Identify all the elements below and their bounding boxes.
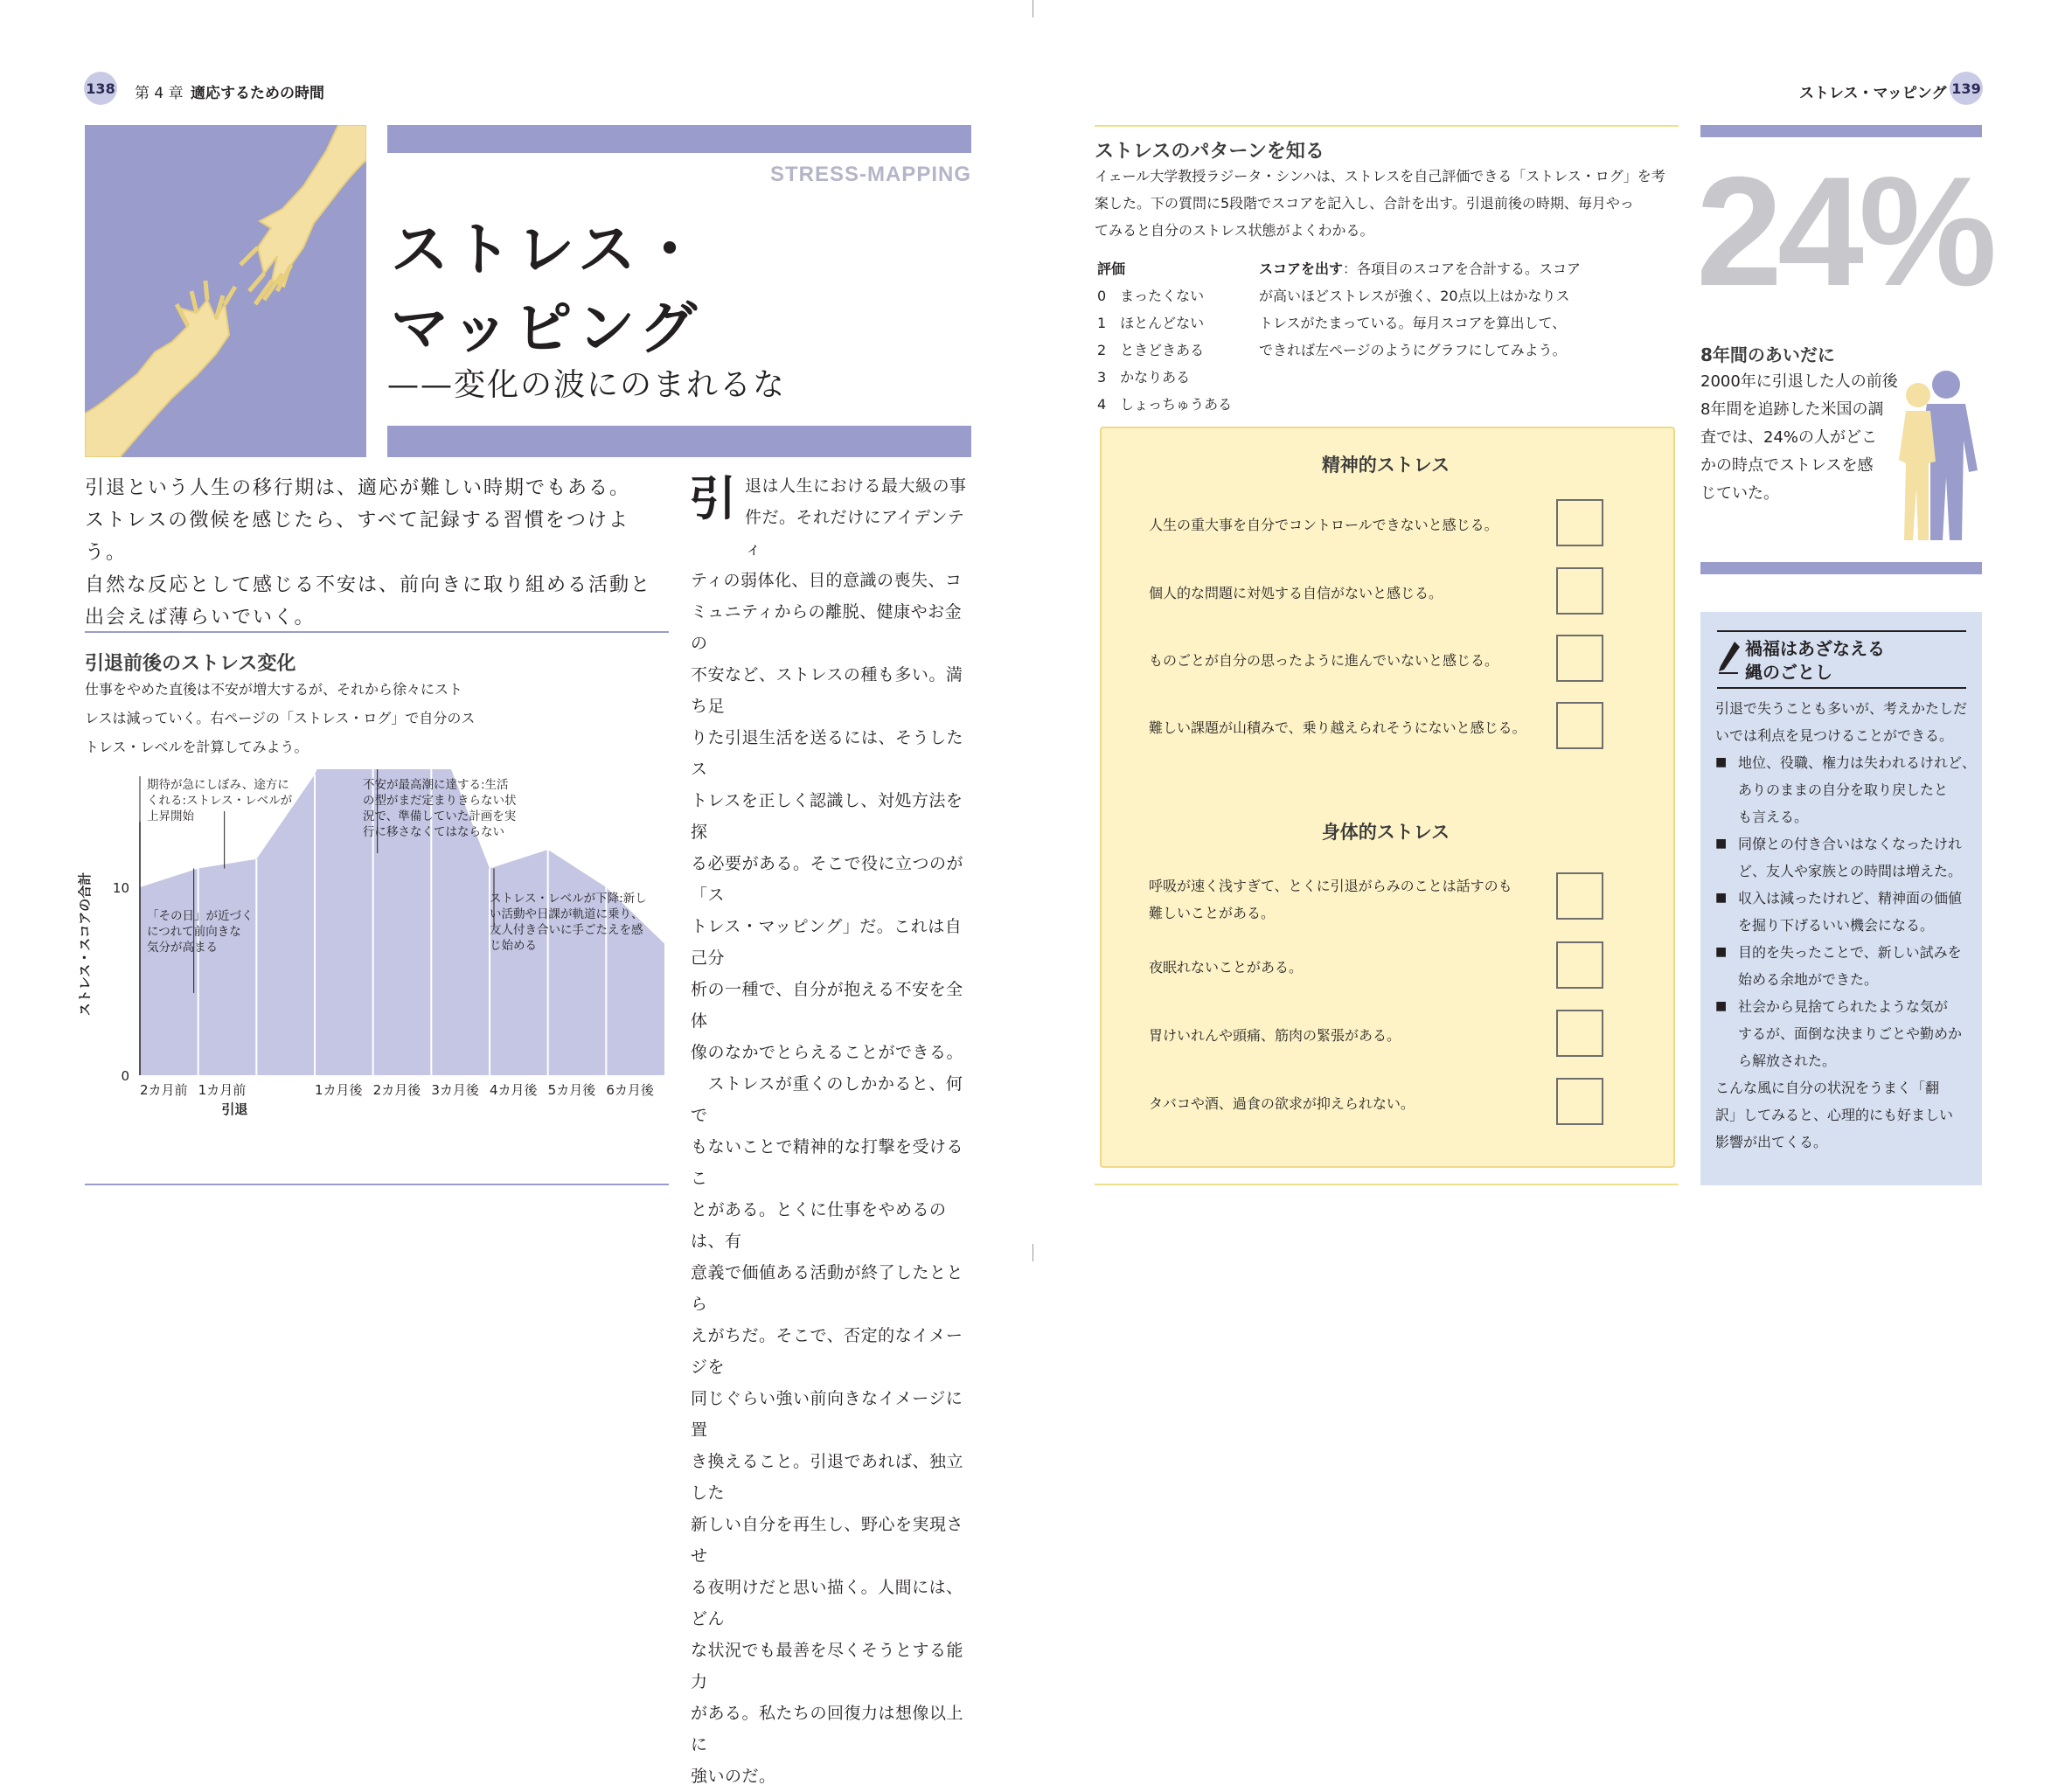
article-line: 意義で価値ある活動が終了したととら [691,1263,964,1314]
tip-title-line: 縄のごとし [1745,662,1832,683]
chart-annotation: 況で、準備していた計画を実 [363,809,517,823]
tip-bullet-line [1715,776,1978,803]
chart-top-rule [85,631,669,633]
bullet-mark: ■ [1715,837,1728,851]
chart-heading: 引退前後のストレス変化 [85,653,296,675]
y-tick-label: 10 [112,880,129,896]
x-tick-label: 6カ月後 [606,1082,654,1098]
question-text: 人生の重大事を自分でコントロールできないと感じる。 [1149,517,1498,533]
article-line: がある。私たちの回復力は想像以上に [691,1704,964,1754]
tip-bullet-line [1715,858,1978,885]
article-line: る夜明けだと思い描く。人間には、どん [691,1578,963,1629]
article-line: トレスを正しく認識し、対処方法を探 [691,791,963,842]
tip-bullet-text: 収入は減ったけれど、精神面の価値 [1738,890,1963,906]
x-tick-label: 5カ月後 [547,1082,596,1098]
chart-annotation: 「その日」が近づく [147,909,254,923]
tip-outro-line: 訳」してみると、心理的にも好ましい [1715,1107,1954,1123]
drop-cap: 引 [689,470,736,526]
question-text: 夜眠れないことがある。 [1149,959,1304,976]
stat-bottom-band [1700,562,1982,574]
chart-desc-line: レスは減っていく。右ページの「ストレス・ログ」で自分のス [85,710,476,726]
x-tick-label: 1カ月前 [198,1082,247,1098]
stat-line: かの時点でストレスを感 [1700,456,1874,475]
rating-item: 4 しょっちゅうある [1097,396,1233,413]
article-line: 新しい自分を再生し、野心を実現させ [691,1515,964,1566]
score-line: が高いほどストレスが強く、20点以上はかなりス [1259,288,1570,304]
score-instructions [1259,255,1591,364]
tip-bullet-text: 目的を失ったことで、新しい試みを [1738,944,1962,961]
score-checkbox[interactable] [1556,1010,1603,1057]
article-line: トレス・マッピング」だ。これは自己分 [691,917,963,968]
pattern-heading: ストレスのパターンを知る [1095,141,1325,163]
article-line: 不安など、ストレスの種も多い。満ち足 [691,665,963,716]
pen-icon [1715,640,1742,678]
question-line: 呼吸が速く浅すぎて、とくに引退がらみのことは話すのも [1149,878,1512,894]
title-band-bottom [387,426,971,457]
page-title-line2: マッピング [391,294,703,362]
pattern-bottom-rule [1095,1184,1679,1185]
article-line: 析の一種で、自分が抱える不安を全体 [691,980,963,1031]
tip-bullet-line [1715,993,1978,1020]
page-number-left: 138 [84,72,117,105]
tip-title-bottom-rule [1717,687,1966,689]
chart-description [85,675,475,761]
chart-annotation: 行に移さなくてはならない [363,825,504,839]
article-line: とがある。とくに仕事をやめるのは、有 [691,1200,947,1251]
stat-heading: 8年間のあいだに [1700,344,1835,365]
retire-label: 引退 [221,1101,248,1117]
y-tick-label: 0 [121,1068,129,1084]
stat-top-band [1700,125,1982,137]
tip-bullet-text: ど、友人や家族との時間は増えた。 [1738,863,1963,879]
chart-annotation: じ始める [490,939,537,953]
lead-line: 出会えば薄らいでいく。 [85,607,316,629]
tip-bullet-line [1715,803,1978,830]
score-checkbox[interactable] [1556,567,1603,615]
bullet-mark: ■ [1715,999,1728,1013]
score-checkbox[interactable] [1556,1078,1603,1125]
tip-title-top-rule [1717,630,1966,632]
bullet-mark: ■ [1715,891,1728,905]
chart-annotation: 友人付き合いに手ごたえを感 [490,923,643,937]
chart-annotation: につれて前向きな [147,925,241,939]
stat-line: 査では、24%の人がどこ [1700,428,1878,447]
rating-item: 0 まったくない [1097,288,1205,304]
article-line: もないことで精神的な打撃を受けるこ [691,1137,964,1188]
tip-title-line: 禍福はあざなえる [1745,638,1885,659]
chart-annotation: 上昇開始 [147,809,194,823]
stat-line: じていた。 [1700,484,1779,503]
score-checkbox[interactable] [1556,872,1603,920]
bullet-mark: ■ [1715,945,1728,959]
article-line: 像のなかでとらえることができる。 [691,1043,964,1062]
stress-mapping-tag: STRESS-MAPPING [769,163,971,186]
chapter-label: 第 4 章 [135,85,184,102]
rating-item: 1 ほとんどない [1097,315,1205,331]
page-title-line1: ストレス・ [391,215,705,283]
question-text: 個人的な問題に対処する自信がないと感じる。 [1149,585,1443,601]
intro-line: イェール大学教授ラジータ・シンハは、ストレスを自己評価できる「ストレス・ログ」を考 [1095,168,1665,184]
tip-bullet-text: ら解放された。 [1738,1052,1837,1069]
page-subtitle: ——変化の波にのまれるな [387,367,787,403]
rating-heading: 評価 [1097,260,1126,277]
lead-paragraph [85,472,662,634]
tip-intro-line: 引退で失うことも多いが、考えかたしだ [1715,700,1968,717]
article-line: ストレスが重くのしかかると、何で [691,1074,963,1125]
tip-outro-line: こんな風に自分の状況をうまく「翻 [1715,1080,1940,1096]
tip-bullet-line [1715,885,1978,912]
question-text: 難しい課題が山積みで、乗り越えられそうにないと感じる。 [1149,719,1526,736]
article-line: えがちだ。そこで、否定的なイメージを [691,1326,963,1377]
score-line: トレスがたまっている。毎月スコアを算出して、 [1259,315,1567,331]
intro-line: 案した。下の質問に5段階でスコアを記入し、合計を出す。引退前後の時期、毎月やっ [1095,195,1634,212]
tip-bullet-line [1715,749,1978,776]
y-axis-label: ストレス・スコアの合計 [77,872,93,1017]
score-checkbox[interactable] [1556,635,1603,682]
x-tick-label: 3カ月後 [431,1082,479,1098]
article-line: 件だ。それだけにアイデンティ [745,508,965,559]
intro-line: てみると自分のストレス状態がよくわかる。 [1095,222,1374,239]
tip-bullet-text: も言える。 [1738,809,1809,825]
tip-bullet-line [1715,1020,1978,1047]
title-band-top [387,125,971,153]
tip-bullet-text: 社会から見捨てられたような気が [1738,998,1949,1015]
tip-title [1745,637,1885,684]
question-text: ものごとが自分の思ったように進んでいないと感じる。 [1149,652,1499,669]
article-line: な状況でも最善を尽くそうとする能力 [691,1641,964,1691]
tip-bullet-text: 同僚との付き合いはなくなったけれ [1738,836,1963,852]
article-line: 退は人生における最大級の事 [745,476,967,496]
running-title: ストレス・マッピング [1799,85,1947,102]
stress-area-chart [70,769,682,1136]
chart-annotation: い活動や日課が軌道に乗り、 [490,907,643,921]
x-tick-label: 2カ月後 [372,1082,421,1098]
question-text: 胃けいれんや頭痛、筋肉の緊張がある。 [1149,1027,1401,1044]
chapter-title: 適応するための時間 [191,85,324,102]
article-line: 強いのだ。 [691,1767,776,1786]
rating-scale [1097,255,1232,418]
rating-item: 3 かなりある [1097,369,1191,385]
x-tick-label: 1カ月後 [315,1082,363,1098]
tip-bullet-text: 地位、役職、権力は失われるけれど、 [1738,754,1977,771]
chart-annotation: 不安が最高潮に達する:生活 [363,778,509,792]
tip-bullet-text: を掘り下げるいい機会になる。 [1738,917,1935,934]
stat-line: 8年間を追跡した米国の調 [1700,400,1884,419]
chart-desc-line: トレス・レベルを計算してみよう。 [85,739,309,755]
article-line: る必要がある。そこで役に立つのが「ス [691,854,964,905]
chart-annotation: 期待が急にしぼみ、途方に [147,778,289,792]
article-line: 同じぐらい強い前向きなイメージに置 [691,1389,963,1440]
tip-intro-line: いでは利点を見つけることができる。 [1715,727,1954,744]
physical-stress-heading: 身体的ストレス [1321,822,1450,843]
tip-content [1715,695,1978,1156]
question-line: 難しいことがある。 [1149,905,1276,921]
x-tick-label: 4カ月後 [490,1082,538,1098]
mental-stress-heading: 精神的ストレス [1321,455,1450,476]
score-checkbox[interactable] [1556,941,1603,989]
article-line: ミュニティからの離脱、健康やお金の [691,602,963,653]
pattern-intro [1095,163,1689,244]
tip-bullet-text: するが、面倒な決まりごとや勤めか [1738,1025,1963,1042]
lead-line: 引退という人生の移行期は、適応が難しい時期でもある。 [85,477,631,499]
chart-annotation: くれる:ストレス・レベルが [147,794,293,808]
score-checkbox[interactable] [1556,499,1603,546]
tip-bullet-line [1715,830,1978,858]
chart-annotation: 気分が高まる [147,941,218,955]
stat-text [1700,368,1898,508]
tip-bullet-text: 始める余地ができた。 [1738,971,1879,988]
tip-bullet-line [1715,912,1978,939]
article-line: ティの弱体化、目的意識の喪失、コ [691,571,963,590]
pattern-top-rule [1095,125,1679,127]
chart-desc-line: 仕事をやめた直後は不安が増大するが、それから徐々にスト [85,681,463,698]
crop-mark-bottom [1032,1244,1033,1261]
article-line: き換えること。引退であれば、独立した [691,1452,964,1503]
stat-value: 24% [1696,144,1992,318]
stat-line: 2000年に引退した人の前後 [1700,372,1898,391]
x-tick-label: 2カ月前 [140,1082,188,1098]
score-line: できれば左ページのようにグラフにしてみよう。 [1259,342,1567,358]
question-text: タバコや酒、過食の欲求が抑えられない。 [1149,1095,1415,1112]
score-heading: スコアを出す [1259,260,1344,277]
lead-line: ストレスの徴候を感じたら、すべて記録する習慣をつけよう。 [85,510,629,564]
chart-annotation: ストレス・レベルが下降:新し [490,892,647,906]
tip-bullet-line [1715,1047,1978,1074]
left-bottom-rule [85,1184,669,1185]
article-column [691,470,970,1792]
tip-bullet-text: ありのままの自分を取り戻したと [1738,781,1949,798]
chart-annotation: の型がまだ定まりきらない状 [363,794,517,808]
tip-bullet-line [1715,966,1978,993]
score-checkbox[interactable] [1556,702,1603,749]
reaching-hands-illustration [85,125,366,457]
tip-bullet-line [1715,939,1978,966]
article-line: りた引退生活を送るには、そうしたス [691,728,964,779]
rating-item: 2 ときどきある [1097,342,1205,358]
score-line: ：各項目のスコアを合計する。スコア [1343,260,1582,277]
question-text [1149,872,1512,927]
bullet-mark: ■ [1715,755,1728,769]
tip-outro-line: 影響が出てくる。 [1715,1134,1828,1150]
crop-mark-top [1032,0,1033,17]
lead-line: 自然な反応として感じる不安は、前向きに取り組める活動と [85,574,652,596]
page-number-right: 139 [1950,72,1983,105]
